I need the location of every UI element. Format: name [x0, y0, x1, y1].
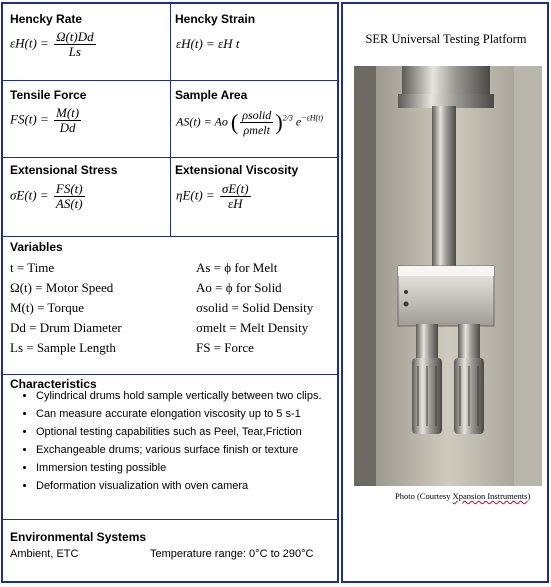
tensile-force-title: Tensile Force: [10, 88, 87, 102]
tensile-force-lhs: FS(t) =: [10, 111, 49, 127]
variables-left-list: [10, 258, 122, 358]
list-item: • Immersion testing possible: [36, 462, 332, 475]
photo-credit-suffix: ): [527, 491, 531, 501]
sample-area-exponent: 2/3: [282, 113, 293, 123]
sample-area-formula: AS(t) = Ao ( $\frac{\text{ρsolid}}{\text{ρmelt}}$ )$^{2/3}$ $e^{-\varepsilon H(t)}$: [176, 108, 324, 137]
sample-area-numerator: ρsolid: [242, 108, 272, 122]
photo-credit-name: Xpansion Instruments: [452, 491, 528, 501]
hencky-rate-title: Hencky Rate: [10, 12, 83, 26]
extensional-stress-numerator: FS(t): [55, 181, 83, 196]
variable-solid-density: σsolid = Solid Density: [196, 300, 314, 315]
variable-time: t = Time: [10, 260, 55, 275]
extensional-viscosity-fraction: [220, 182, 251, 211]
variable-force: FS = Force: [196, 340, 254, 355]
photo-credit: [395, 491, 530, 501]
temperature-range: Temperature range: 0°C to 290°C: [150, 548, 314, 560]
row-divider: [3, 80, 337, 81]
sample-area-exp-power: −εH(t): [301, 113, 324, 123]
variable-melt-area: As = ϕ for Melt: [196, 260, 278, 275]
row-divider: [3, 374, 337, 375]
tensile-force-numerator: M(t): [55, 105, 80, 120]
variable-motor-speed: Ω(t) = Motor Speed: [10, 280, 114, 295]
extensional-stress-title: Extensional Stress: [10, 163, 118, 177]
hencky-rate-numerator: Ω(t)Dd: [56, 29, 94, 44]
extensional-stress-denominator: AS(t): [55, 196, 83, 211]
list-item: • Cylindrical drums hold sample vertically between two clips.: [36, 390, 332, 403]
extensional-viscosity-denominator: ε̇H: [227, 196, 243, 211]
hencky-rate-denominator: Ls: [68, 44, 81, 59]
photo-credit-prefix: Photo (Courtesy: [395, 491, 453, 501]
sample-area-exp-base: e: [295, 114, 302, 129]
environment-title: Environmental Systems: [10, 530, 147, 544]
testing-platform-photo: [354, 66, 542, 486]
row-divider: [3, 157, 337, 158]
variable-sample-length: Ls = Sample Length: [10, 340, 116, 355]
characteristics-title: Characteristics: [10, 377, 97, 391]
extensional-viscosity-formula: [176, 182, 253, 211]
variable-solid-area: Ao = ϕ for Solid: [196, 280, 282, 295]
list-item: • Optional testing capabilities such as Peel, Tear,Friction: [36, 426, 332, 439]
list-item: • Can measure accurate elongation viscosity up to 5 s-1: [36, 408, 332, 421]
variable-melt-density: σmelt = Melt Density: [196, 320, 309, 335]
characteristics-list: [14, 390, 332, 498]
extensional-stress-formula: [10, 182, 87, 211]
row-divider: [3, 236, 337, 237]
hencky-rate-formula: [10, 30, 98, 59]
extensional-stress-lhs: σE(t) =: [10, 187, 49, 203]
variable-drum-diameter: Dd = Drum Diameter: [10, 320, 122, 335]
list-item: • Deformation visualization with oven camera: [36, 480, 332, 493]
tensile-force-denominator: Dd: [59, 120, 76, 135]
hencky-rate-fraction: [54, 30, 96, 59]
variables-right-list: [196, 258, 313, 358]
list-item: • Exchangeable drums; various surface finish or texture: [36, 444, 332, 457]
hencky-strain-title: Hencky Strain: [175, 12, 256, 26]
sample-area-title: Sample Area: [175, 88, 248, 102]
sample-area-fraction: [240, 108, 273, 137]
extensional-stress-fraction: [54, 182, 85, 211]
variable-torque: M(t) = Torque: [10, 300, 85, 315]
variables-title: Variables: [10, 240, 63, 254]
sample-area-denominator: ρmelt: [243, 123, 270, 137]
photo-title: SER Universal Testing Platform: [365, 32, 527, 46]
tensile-force-formula: [10, 106, 83, 135]
hencky-rate-lhs: ε̇H(t) =: [10, 35, 49, 51]
sample-area-lhs: AS(t) = Ao: [176, 114, 228, 129]
row-divider: [3, 519, 337, 520]
column-divider: [170, 4, 171, 236]
environment-conditions: Ambient, ETC: [10, 548, 79, 560]
extensional-viscosity-title: Extensional Viscosity: [175, 163, 299, 177]
tensile-force-fraction: [54, 106, 81, 135]
extensional-viscosity-lhs: ηE(t) =: [176, 187, 215, 203]
hencky-strain-formula: εH(t) = ε̇H t: [176, 36, 240, 51]
extensional-viscosity-numerator: σE(t): [221, 181, 249, 196]
